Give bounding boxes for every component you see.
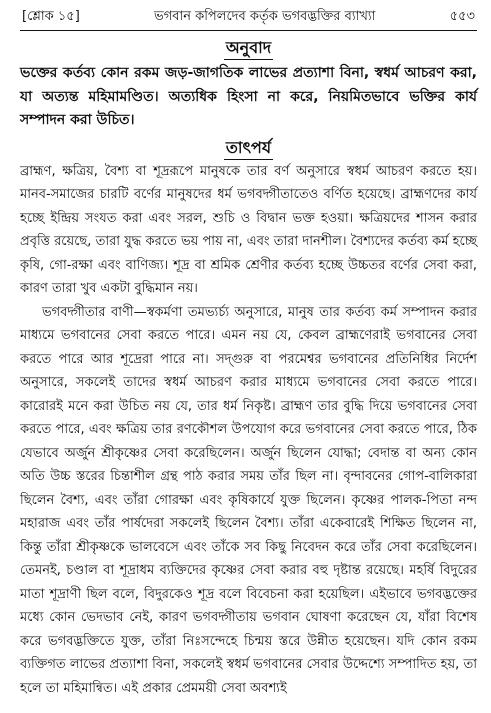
page-number: ৫৫৩ — [449, 9, 475, 24]
purport-heading — [20, 137, 477, 160]
translation-heading — [20, 37, 477, 60]
translation-heading-text: অনুবাদ — [224, 37, 273, 60]
verse-reference: [শ্লোক ১৫] — [22, 9, 80, 24]
purport-paragraph-1: ব্রাহ্মণ, ক্ষত্রিয়, বৈশ্য বা শূদ্ররূপে মানুষকে তার বর্ণ অনুসারে স্বধর্ম আচরণ করতে হয়। মানব-সমাজের চারটি বর্ণের মানুষদের ধর্ম ভগবদ্গীতাতেও বর্ণিত হয়েছে। ব্রাহ্মণদের কার্য হচ্ছে ইন্দ্রিয় সংযত করা এবং সরল, শুচি ও বিদ্বান ভক্ত হওয়া। ক্ষত্রিয়দের শাসন করার প্রবৃত্তি রয়েছে, তারা যুদ্ধ করতে ভয় পায় না, এবং তারা দানশীল। বৈশ্যদের কর্তব্য কর্ম হচ্ছে কৃষি, গো-রক্ষা এবং বাণিজ্য। শূদ্র বা শ্রমিক শ্রেণীর কর্তব্য হচ্ছে উচ্চতর বর্ণের সেবা করা, কারণ তারা খুব একটা বুদ্ধিমান নয়। — [20, 163, 477, 296]
chapter-title: ভগবান কপিলদেব কর্তৃক ভগবদ্ভক্তির ব্যাখ্যা — [154, 9, 376, 24]
header-rule — [20, 30, 477, 31]
translation-text: ভক্তের কর্তব্য কোন রকম জড়-জাগতিক লাভের প্রত্যাশা বিনা, স্বধর্ম আচরণ করা, যা অত্যন্ত মহিমামণ্ডিত। অত্যধিক হিংসা না করে, নিয়মিতভাবে ভক্তির কার্য সম্পাদন করা উচিত। — [20, 65, 477, 128]
purport-body — [20, 160, 477, 701]
purport-heading-text: তাৎপর্য — [224, 137, 273, 160]
running-header — [22, 8, 475, 26]
purport-paragraph-2: ভগবদ্গীতার বাণী—স্বকর্মণা তমভ্যর্চ্য অনুসারে, মানুষ তার কর্তব্য কর্ম সম্পাদন করার মাধ্যমে ভগবানের সেবা করতে পারে। এমন নয় যে, কেবল ব্রাহ্মণেরাই ভগবানের সেবা করতে পারে আর শূদ্রেরা পারে না। সদ্গুরু বা পরমেশ্বর ভগবানের প্রতিনিধির নির্দেশ অনুসারে, সকলেই তাদের স্বধর্ম আচরণ করার মাধ্যমে ভগবানের সেবা করতে পারে। কারোরই মনে করা উচিত নয় যে, তার ধর্ম নিকৃষ্ট। ব্রাহ্মণ তার বুদ্ধি দিয়ে ভগবানের সেবা করতে পারে, এবং ক্ষত্রিয় তার রণকৌশল উপযোগ করে ভগবানের সেবা করতে পারে, ঠিক যেভাবে অর্জুন শ্রীকৃষ্ণের সেবা করেছিলেন। অর্জুন ছিলেন যোদ্ধা; বেদান্ত বা অন্য কোন অতি উচ্চ স্তরের চিন্তাশীল গ্রন্থ পাঠ করার সময় তাঁর ছিল না। বৃন্দাবনের গোপ-বালিকারা ছিলেন বৈশ্য, এবং তাঁরা গোরক্ষা এবং কৃষিকার্যে যুক্ত ছিলেন। কৃষ্ণের পালক-পিতা নন্দ মহারাজ এবং তাঁর পার্ষদেরা সকলেই ছিলেন বৈশ্য। তাঁরা একেবারেই শিক্ষিত ছিলেন না, কিন্তু তাঁরা শ্রীকৃষ্ণকে ভালবেসে এবং তাঁকে সব কিছু নিবেদন করে তাঁর সেবা করেছিলেন। তেমনই, চণ্ডাল বা শূদ্রাধম ব্যক্তিদের কৃষ্ণের সেবা করার বহু দৃষ্টান্ত রয়েছে। মহর্ষি বিদুরের মাতা শূদ্রাণী ছিল বলে, বিদুরকেও শূদ্র বলে বিবেচনা করা হয়েছিল। এইভাবে ভগবদ্ভক্তের মধ্যে কোন ভেদভাব নেই, কারণ ভগবদ্গীতায় ভগবান ঘোষণা করেছেন যে, যাঁরা বিশেষ করে ভগবদ্ভক্তিতে যুক্ত, তাঁরা নিঃসন্দেহে চিন্ময় স্তরে উন্নীত হয়েছেন। যদি কোন রকম ব্যক্তিগত লাভের প্রত্যাশা বিনা, সকলেই স্বধর্ম ভগবানের সেবার উদ্দেশ্যে সম্পাদিত হয়, তা হলে তা মহিমান্বিত। এই প্রকার প্রেমময়ী সেবা অবশ্যই — [20, 304, 477, 696]
